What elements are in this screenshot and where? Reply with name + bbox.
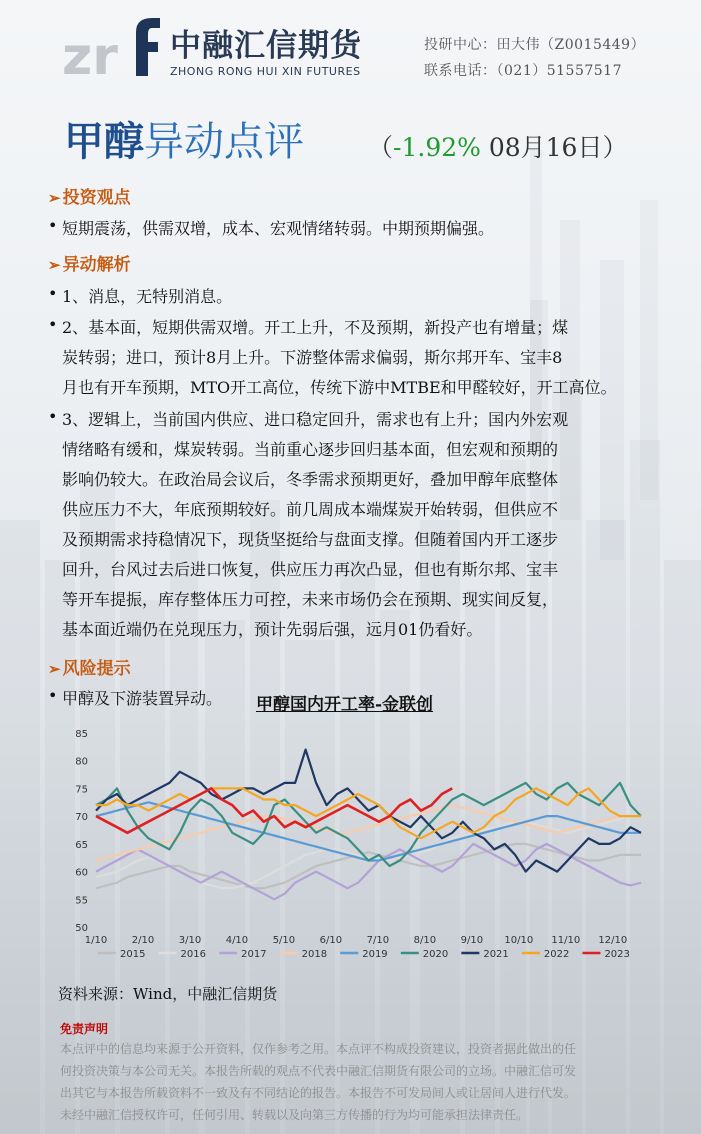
y-tick-label: 55 (75, 895, 88, 907)
legend-label-2015: 2015 (120, 949, 146, 960)
y-tick-label: 50 (75, 923, 88, 934)
bullet-icon: • (48, 284, 58, 303)
arrow-icon: ➢ (48, 660, 61, 678)
disclaimer-title: 免责声明 (60, 1022, 109, 1036)
text-line: 短期震荡，供需双增，成本、宏观情绪转弱。中期预期偏强。 (62, 219, 495, 238)
page-title (64, 110, 304, 167)
chart-title: 甲醇国内开工率-金联创 (256, 695, 434, 715)
arrow-icon: ➢ (48, 256, 61, 274)
x-tick-label: 5/10 (272, 935, 296, 946)
x-tick-label: 11/10 (551, 935, 581, 946)
title-open-paren: （ (368, 133, 394, 162)
text-line: 月也有开车预期，MTO开工高位，传统下游中MTBE和甲醛较好，开工高位。 (62, 378, 617, 397)
research-contact: 投研中心：田大伟（Z0015449） (424, 37, 646, 53)
bullet-icon: • (48, 315, 58, 334)
x-tick-label: 2/10 (131, 935, 155, 946)
change-percent: -1.92% (393, 133, 481, 162)
title-topic: 异动点评 (144, 119, 304, 165)
x-tick-label: 3/10 (178, 935, 202, 946)
legend-label-2021: 2021 (483, 949, 509, 960)
x-tick-label: 12/10 (598, 935, 628, 946)
section-investment-view (48, 183, 131, 208)
title-product: 甲醇 (64, 118, 144, 165)
text-line: 等开车提振，库存整体压力可控，未来市场仍会在预期、现实间反复， (62, 590, 559, 609)
arrow-icon: ➢ (48, 189, 61, 207)
bullet-icon: • (48, 407, 58, 426)
text-line: 及预期需求持稳情况下，现货坚挺给与盘面支撑。但随着国内开工逐步 (62, 530, 559, 549)
legend-label-2019: 2019 (362, 949, 388, 960)
section-title: 异动解析 (62, 255, 131, 275)
text-line: 供应压力不大，年底预期较好。前几周成本端煤炭开始转弱，但供应不 (62, 500, 559, 519)
disclaimer-line: 本点评中的信息均来源于公开资料，仅作参考之用。本点评不构成投资建议，投资者据此做出的任 (60, 1042, 577, 1056)
legend-label-2023: 2023 (604, 949, 630, 960)
legend-label-2018: 2018 (301, 949, 328, 960)
section-title: 投资观点 (62, 188, 131, 208)
text-line: 甲醇及下游装置异动。 (62, 689, 223, 708)
y-tick-label: 75 (75, 784, 88, 796)
x-tick-label: 9/10 (460, 935, 484, 946)
text-line: 影响仍较大。在政治局会议后，冬季需求预期更好，叠加甲醇年底整体 (62, 470, 559, 489)
zrf-logo-icon (62, 12, 162, 82)
text-line: 炭转弱；进口，预计8月上升。下游整体需求偏弱，斯尔邦开车、宝丰8 (62, 348, 563, 367)
data-source: 资料来源：Wind，中融汇信期货 (58, 985, 278, 1003)
company-logo (62, 12, 392, 82)
section-anomaly-analysis (48, 250, 131, 275)
y-tick-label: 85 (75, 729, 88, 740)
svg-text:zr: zr (62, 27, 118, 82)
y-tick-label: 65 (75, 839, 88, 851)
logo-chinese-name: 中融汇信期货 (170, 28, 362, 64)
x-tick-label: 1/10 (84, 935, 108, 946)
y-tick-label: 80 (75, 756, 88, 768)
text-line: 回升，台风过去后进口恢复，供应压力再次凸显，但也有斯尔邦、宝丰 (62, 560, 559, 579)
phone-contact: 联系电话：（021）51557517 (424, 63, 622, 79)
x-tick-label: 7/10 (366, 935, 390, 946)
legend-label-2020: 2020 (422, 949, 449, 960)
text-line: 情绪略有缓和，煤炭转弱。当前重心逐步回归基本面，但宏观和预期的 (62, 440, 559, 459)
text-line: 1、消息，无特别消息。 (62, 287, 233, 306)
section-title: 风险提示 (62, 659, 131, 679)
section-risk-warning (48, 654, 131, 679)
title-date: 08月16日） (480, 133, 628, 162)
disclaimer-line: 未经中融汇信授权许可，任何引用、转载以及向第三方传播的行为均可能承担法律责任。 (60, 1108, 529, 1122)
y-tick-label: 60 (75, 867, 88, 879)
x-tick-label: 6/10 (319, 935, 343, 946)
legend-label-2022: 2022 (543, 949, 570, 960)
disclaimer-line: 何投资决策与本公司无关。本报告所载的观点不代表中融汇信期货有限公司的立场。中融汇信可发 (60, 1064, 577, 1078)
operating-rate-chart (56, 715, 656, 970)
logo-english-name: ZHONG RONG HUI XIN FUTURES (170, 65, 361, 78)
legend-label-2016: 2016 (180, 949, 207, 960)
text-line: 2、基本面，短期供需双增。开工上升，不及预期，新投产也有增量；煤 (62, 318, 569, 337)
title-change (368, 128, 627, 164)
legend-label-2017: 2017 (241, 949, 267, 960)
x-tick-label: 4/10 (225, 935, 249, 946)
bullet-icon: • (48, 216, 58, 235)
text-line: 基本面近端仍在兑现压力，预计先弱后强，远月01仍看好。 (62, 620, 483, 639)
bullet-icon: • (48, 686, 58, 705)
y-tick-label: 70 (75, 812, 88, 824)
disclaimer-line: 出其它与本报告所载资料不一致及有不同结论的报告。本报告不可发局间人或让居间人进行代发。 (60, 1086, 577, 1100)
text-line: 3、逻辑上，当前国内供应、进口稳定回升，需求也有上升；国内外宏观 (62, 410, 569, 429)
x-tick-label: 10/10 (504, 935, 534, 946)
x-tick-label: 8/10 (413, 935, 437, 946)
